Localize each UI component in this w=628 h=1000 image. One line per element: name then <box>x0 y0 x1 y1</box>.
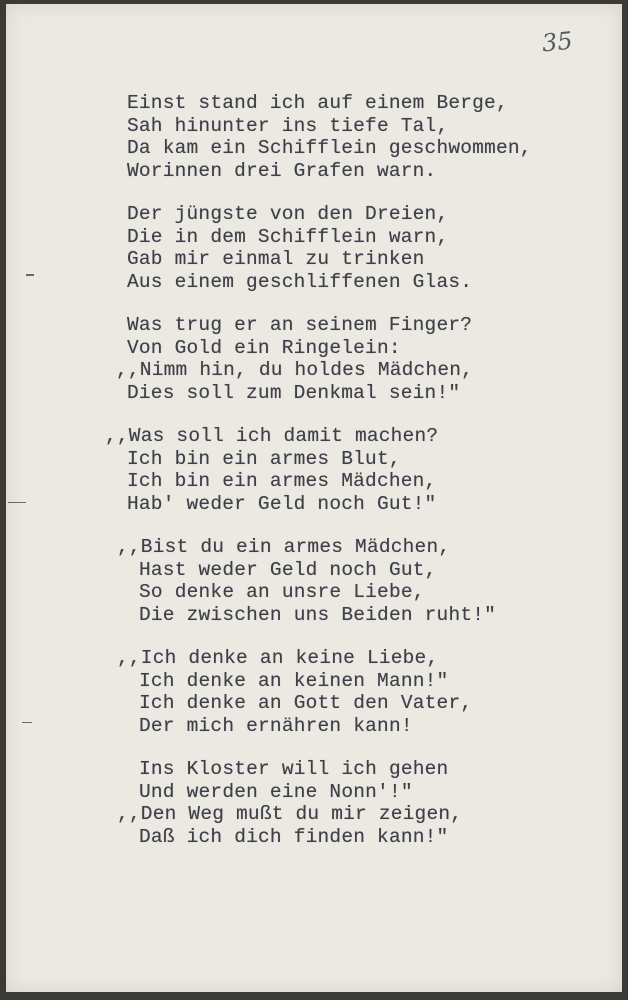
verse-line: Und werden eine Nonn'!" <box>139 780 413 803</box>
stanza-5 <box>6 536 622 626</box>
stanza-3 <box>6 314 622 404</box>
verse-line: Gab mir einmal zu trinken <box>127 248 425 270</box>
verse-line: So denke an unsre Liebe, <box>139 581 425 603</box>
verse-line: Der mich ernähren kann! <box>139 714 413 737</box>
verse-line: Was trug er an seinem Finger? <box>127 314 473 336</box>
verse-line: Sah hinunter ins tiefe Tal, <box>127 114 449 137</box>
verse-line: Hab' weder Geld noch Gut!" <box>127 492 437 515</box>
verse-line: Da kam ein Schifflein geschwommen, <box>127 137 532 159</box>
verse-line: Die zwischen uns Beiden ruht!" <box>139 603 497 626</box>
verse-line: Aus einem geschliffenen Glas. <box>127 270 473 293</box>
verse-line: Die in dem Schifflein warn, <box>127 225 449 248</box>
stanza-2 <box>6 203 622 293</box>
verse-line: Dies soll zum Denkmal sein!" <box>127 381 461 404</box>
verse-line: ,,Was soll ich damit machen? <box>105 425 439 447</box>
stanza-7 <box>6 758 622 848</box>
verse-line: ,,Bist du ein armes Mädchen, <box>117 536 451 558</box>
verse-line: ,,Den Weg mußt du mir zeigen, <box>117 803 463 825</box>
verse-line: ,,Ich denke an keine Liebe, <box>117 647 439 669</box>
verse-line: Einst stand ich auf einem Berge, <box>127 92 508 114</box>
stanza-4 <box>6 425 622 515</box>
verse-line: Von Gold ein Ringelein: <box>127 336 401 359</box>
stanza-6 <box>6 647 622 737</box>
typewritten-page <box>6 4 622 992</box>
verse-line: Ich bin ein armes Blut, <box>127 447 401 470</box>
verse-line: ,,Nimm hin, du holdes Mädchen, <box>116 359 474 381</box>
stanza-1 <box>6 92 622 182</box>
verse-line: Daß ich dich finden kann!" <box>139 825 449 848</box>
verse-line: Hast weder Geld noch Gut, <box>139 558 437 581</box>
verse-line: Ich bin ein armes Mädchen, <box>127 470 437 492</box>
poem <box>6 92 622 869</box>
verse-line: Ich denke an keinen Mann!" <box>139 669 449 692</box>
verse-line: Der jüngste von den Dreien, <box>127 203 449 225</box>
handwritten-page-number: 35 <box>540 26 574 58</box>
verse-line: Ins Kloster will ich gehen <box>139 758 449 780</box>
verse-line: Ich denke an Gott den Vater, <box>139 692 473 714</box>
verse-line: Worinnen drei Grafen warn. <box>127 159 437 182</box>
